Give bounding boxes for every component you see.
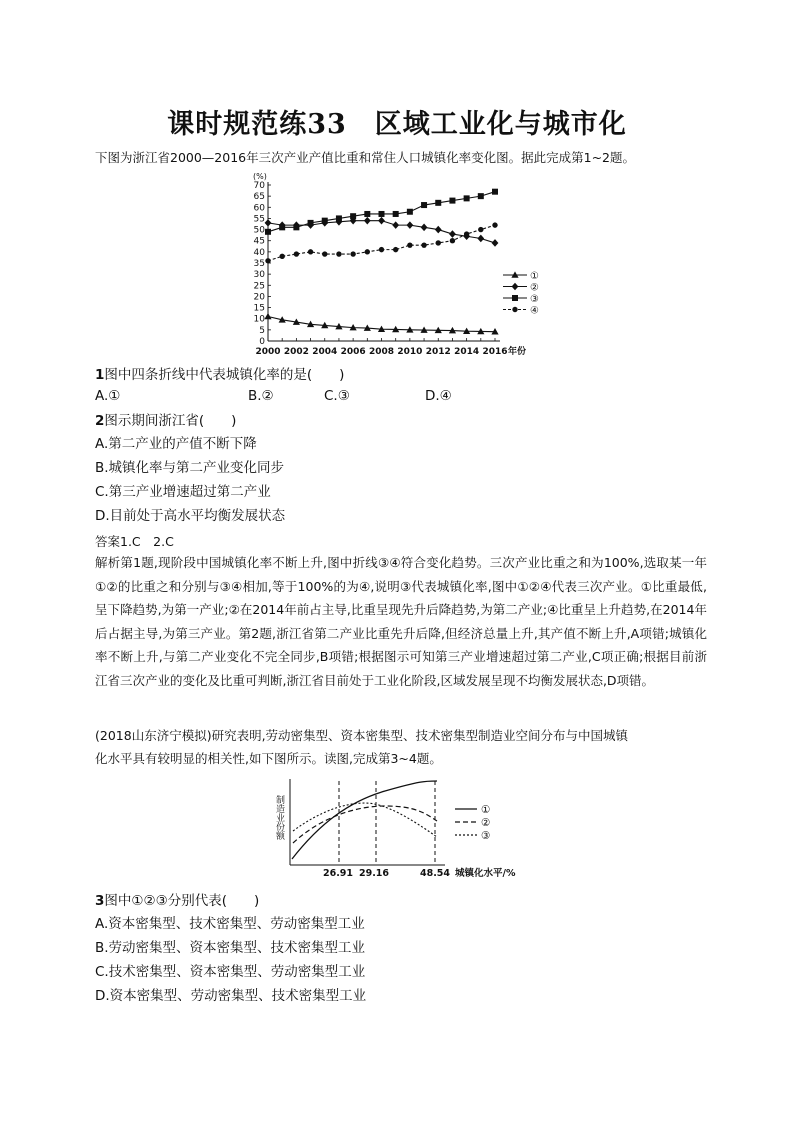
y-tick-label: 35 <box>253 259 265 269</box>
legend-label-3: ③ <box>481 830 491 842</box>
page-title: 课时规范练33 区域工业化与城市化 <box>167 109 627 140</box>
data-point <box>350 251 355 256</box>
chart2-x-ticks <box>323 867 516 879</box>
data-point <box>406 221 413 229</box>
data-point <box>421 224 428 232</box>
data-point <box>477 235 484 243</box>
data-point <box>392 221 399 229</box>
data-point <box>378 217 385 225</box>
y-tick-label: 10 <box>253 314 265 325</box>
data-point <box>379 211 385 217</box>
q3-option-c[interactable]: C.技术密集型、资本密集型、劳动密集型工业 <box>95 964 366 980</box>
data-point <box>407 242 412 247</box>
q2-option-d[interactable]: D.目前处于高水平均衡发展状态 <box>95 508 286 524</box>
x-tick-label: 2000 <box>255 347 281 357</box>
data-point <box>449 198 455 204</box>
q1-option-c[interactable]: C.③ <box>324 388 350 404</box>
data-point <box>492 189 498 195</box>
y-tick-label: 55 <box>253 214 265 225</box>
data-point <box>435 226 442 234</box>
x-tick-label: 2014 <box>454 347 480 357</box>
q2-option-c[interactable]: C.第三产业增速超过第二产业 <box>95 484 271 500</box>
y-tick-label: 45 <box>253 236 265 247</box>
q2-option-b[interactable]: B.城镇化率与第二产业变化同步 <box>95 460 285 476</box>
chart2-curves <box>292 781 437 859</box>
data-point <box>322 251 327 256</box>
data-point <box>279 254 284 259</box>
chart1-axes <box>253 172 500 341</box>
x-tick-label: 2010 <box>397 347 423 357</box>
x-tick-label: 2006 <box>340 347 366 357</box>
x-tick-label: 2012 <box>425 347 451 357</box>
legend-marker <box>512 307 517 312</box>
q3-option-a[interactable]: A.资本密集型、技术密集型、劳动密集型工业 <box>95 916 365 932</box>
q2-option-a[interactable]: A.第二产业的产值不断下降 <box>95 436 257 452</box>
x-tick-label: 2008 <box>368 347 395 357</box>
chart2-legend <box>455 804 490 842</box>
q1-option-d[interactable]: D.④ <box>425 388 452 404</box>
data-point <box>478 193 484 199</box>
intro-text-1: 下图为浙江省2000—2016年三次产业产值比重和常住人口城镇化率变化图。据此完成第1~2题。 <box>95 150 636 165</box>
data-point <box>407 209 413 215</box>
data-point <box>393 247 398 252</box>
data-point <box>265 219 272 227</box>
data-point <box>464 231 469 236</box>
y-tick-label: 50 <box>253 225 265 236</box>
data-point <box>393 211 399 217</box>
q3-option-d[interactable]: D.资本密集型、劳动密集型、技术密集型工业 <box>95 988 367 1004</box>
data-point <box>336 215 342 221</box>
data-point <box>265 229 271 235</box>
data-point <box>279 224 285 230</box>
legend-label-2: ② <box>530 282 539 294</box>
question-2: 2图示期间浙江省( ) <box>95 413 237 429</box>
x-tick-label: 48.54 <box>419 868 451 879</box>
x-axis-title: 城镇化水平/% <box>455 868 516 879</box>
question-1: 1图中四条折线中代表城镇化率的是( ) <box>95 367 345 383</box>
y-tick-label: 60 <box>253 203 265 214</box>
legend-label-3: ③ <box>530 294 539 305</box>
data-point <box>265 258 270 263</box>
explanation: 解析第1题,现阶段中国城镇化率不断上升,图中折线③④符合变化趋势。三次产业比重之和为100%,选取某一年①②的比重之和分别与③④相加,等于100%的为④,说明③代表城镇化率,图中①②④代表三次产业。①比重最低,呈下降趋势,为第一产业;②在2014年前占主导,比重呈现先升后降趋势,为第二产业;④比重呈上升趋势,在2014年后占据主导,为第三产业。第2题,浙江省第二产业比重先升后降,但经济总量上升,其产值不断上升,A项错;城镇化率不断上升,与第二产业变化不完全同步,B项错;根据图示可知第三产业增速超过第二产业,C项正确;根据目前浙江省三次产业的变化及比重可判断,浙江省目前处于工业化阶段,区域发展呈现不均衡发展状态,D项错。 <box>95 555 707 688</box>
y-tick-label: 25 <box>253 281 265 292</box>
x-tick-label: 2002 <box>283 347 309 357</box>
data-point <box>421 242 426 247</box>
y-tick-label: 5 <box>259 325 265 336</box>
x-tick-label: 26.91 <box>322 868 354 879</box>
y-tick-label: 0 <box>259 337 265 347</box>
data-point <box>478 227 483 232</box>
question-3: 3图中①②③分别代表( ) <box>95 893 260 909</box>
intro-text-2-line-1: (2018山东济宁模拟)研究表明,劳动密集型、资本密集型、技术密集型制造业空间分布与中国城镇 <box>95 728 629 743</box>
chart1-series <box>264 189 498 335</box>
legend-label-1: ① <box>530 271 539 282</box>
y-tick-label: 70 <box>253 181 265 191</box>
curve-2 <box>293 806 437 843</box>
legend-marker <box>512 283 519 291</box>
y-tick-label: 20 <box>253 292 265 303</box>
answer-line: 答案1.C 2.C <box>95 534 174 549</box>
chart2-axes <box>274 779 445 865</box>
series-line-4 <box>268 225 495 261</box>
chart1-legend <box>503 271 539 317</box>
legend-label-4: ④ <box>530 305 539 317</box>
industry-urbanization-line-chart <box>245 170 545 362</box>
q3-option-b[interactable]: B.劳动密集型、资本密集型、技术密集型工业 <box>95 940 366 956</box>
data-point <box>364 217 371 225</box>
data-point <box>492 222 497 227</box>
data-point <box>435 200 441 206</box>
data-point <box>450 238 455 243</box>
data-point <box>464 195 470 201</box>
q1-option-b[interactable]: B.② <box>248 388 274 404</box>
q1-option-a[interactable]: A.① <box>95 388 121 404</box>
data-point <box>421 202 427 208</box>
data-point <box>294 251 299 256</box>
data-point <box>436 240 441 245</box>
data-point <box>492 239 499 247</box>
x-tick-label: 2004 <box>312 347 338 357</box>
legend-marker <box>512 295 518 301</box>
x-axis-title: 年份 <box>508 347 527 357</box>
x-tick-label: 29.16 <box>358 868 390 879</box>
y-tick-label: 15 <box>253 303 265 314</box>
legend-label-1: ① <box>481 804 491 816</box>
data-point <box>364 211 370 217</box>
y-axis-title: 制造业份额 <box>274 795 284 840</box>
y-tick-label: 65 <box>253 192 265 203</box>
data-point <box>308 249 313 254</box>
data-point <box>293 224 299 230</box>
y-tick-label: 30 <box>253 270 265 281</box>
data-point <box>308 220 314 226</box>
y-axis-unit: (%) <box>253 172 267 181</box>
y-tick-label: 40 <box>253 247 265 258</box>
intro-text-2-line-2: 化水平具有较明显的相关性,如下图所示。读图,完成第3~4题。 <box>95 751 442 766</box>
data-point <box>449 230 456 238</box>
data-point <box>365 249 370 254</box>
manufacturing-share-chart <box>265 773 540 883</box>
curve-1 <box>292 781 437 859</box>
data-point <box>379 247 384 252</box>
x-tick-label: 2016 <box>482 347 508 357</box>
legend-label-2: ② <box>481 817 491 829</box>
chart2-guide-lines <box>339 781 435 865</box>
data-point <box>322 218 328 224</box>
data-point <box>264 313 271 319</box>
data-point <box>350 213 356 219</box>
data-point <box>336 251 341 256</box>
